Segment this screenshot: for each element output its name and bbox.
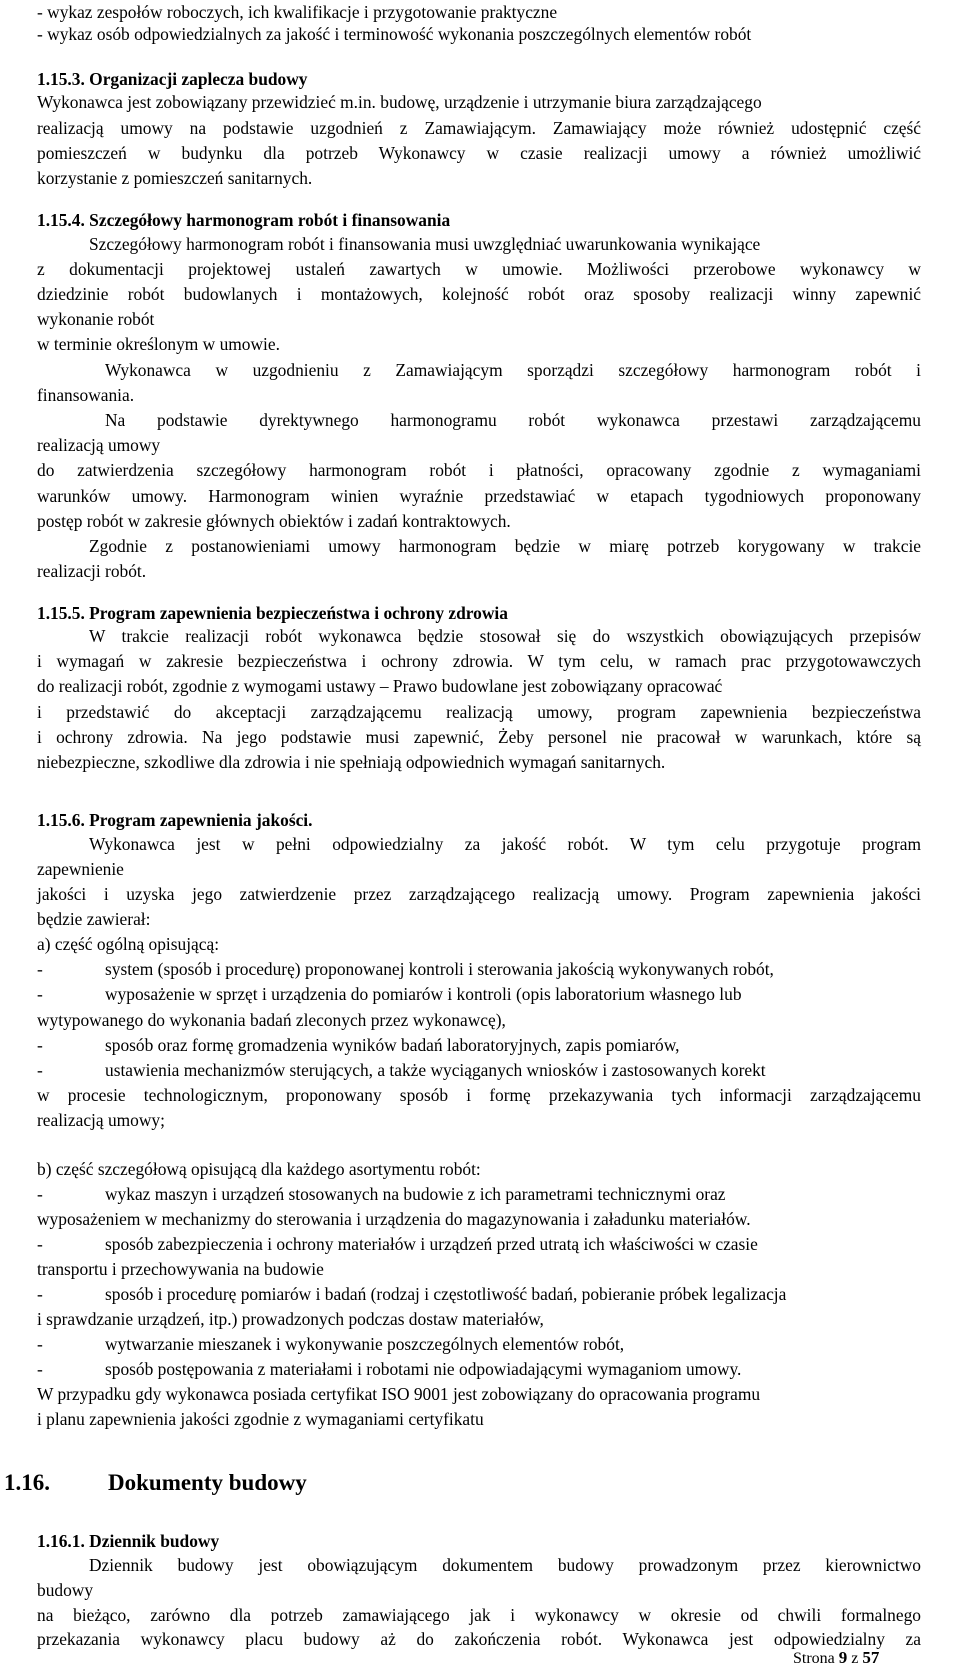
list-item: - sposób oraz formę gromadzenia wyników badań laboratoryjnych, zapis pomiarów, [37, 1033, 680, 1059]
bullet-dash: - [37, 1284, 43, 1304]
text-line: - wykaz zespołów roboczych, ich kwalifikacje i przygotowanie praktyczne [37, 2, 558, 22]
list-item: - wytwarzanie mieszanek i wykonywanie poszczególnych elementów robót, [37, 1332, 624, 1358]
text-line: pomieszczeń w budynku dla potrzeb Wykonawcy w czasie realizacji umowy a również umożliwić [37, 143, 921, 163]
text-line: zapewnienie [37, 859, 124, 879]
text-line: i sprawdzanie urządzeń, itp.) prowadzonych podczas dostaw materiałów, [37, 1309, 544, 1329]
text-line: przekazania wykonawcy placu budowy aż do zakończenia robót. Wykonawca jest odpowiedzialny za [37, 1629, 921, 1649]
section-heading: 1.16.1. Dziennik budowy [37, 1531, 220, 1551]
text-line: dziedzinie robót budowlanych i montażowych, kolejność robót oraz sposoby realizacji winny zapewnić [37, 284, 921, 304]
page-footer [793, 1645, 879, 1672]
page-number: 9 [838, 1648, 848, 1667]
text-line: i przedstawić do akceptacji zarządzającemu realizacją umowy, program zapewnienia bezpieczeństwa [37, 702, 921, 722]
bullet-dash: - [37, 1035, 43, 1055]
text-line: korzystanie z pomieszczeń sanitarnych. [37, 168, 313, 188]
bullet-dash: - [37, 1334, 43, 1354]
bullet-dash: - [37, 959, 43, 979]
text-line: wykonanie robót [37, 309, 155, 329]
text-line: niebezpieczne, szkodliwe dla zdrowia i nie spełniają odpowiednich wymagań sanitarnych. [37, 752, 666, 772]
chapter-title: Dokumenty budowy [108, 1470, 307, 1495]
text-line: wyposażeniem w mechanizmy do sterowania i urządzenia do magazynowania i załadunku materiałów. [37, 1209, 751, 1229]
text-line: do zatwierdzenia szczegółowy harmonogram robót i płatności, opracowany zgodnie z wymaganiami [37, 460, 921, 480]
section-heading: 1.15.6. Program zapewnienia jakości. [37, 810, 313, 830]
text-line: b) część szczegółową opisującą dla każdego asortymentu robót: [37, 1159, 481, 1179]
text-line: jakości i uzyska jego zatwierdzenie przez zarządzającego realizacją umowy. Program zapewnienia jakości [37, 884, 921, 904]
text-line: wytypowanego do wykonania badań zleconych przez wykonawcę), [37, 1010, 506, 1030]
text-line: realizacją umowy; [37, 1110, 165, 1130]
text-line: Wykonawca jest zobowiązany przewidzieć m.in. budowę, urządzenie i utrzymanie biura zarządzającego [37, 92, 762, 112]
text-line: a) część ogólną opisującą: [37, 934, 220, 954]
section-heading: 1.15.3. Organizacji zaplecza budowy [37, 69, 308, 89]
text-line: Wykonawca w uzgodnieniu z Zamawiającym sporządzi szczegółowy harmonogram robót i [105, 360, 921, 380]
text-line: Na podstawie dyrektywnego harmonogramu robót wykonawca przestawi zarządzającemu [105, 410, 921, 430]
text-line: będzie zawierał: [37, 909, 151, 929]
text-line: na bieżąco, zarówno dla potrzeb zamawiającego jak i wykonawcy w okresie od chwili formalnego [37, 1605, 921, 1625]
bullet-dash: - [37, 1060, 43, 1080]
text-line: - wykaz osób odpowiedzialnych za jakość i terminowość wykonania poszczególnych elementów robót [37, 24, 752, 44]
bullet-dash: - [37, 1184, 43, 1204]
list-item: - wyposażenie w sprzęt i urządzenia do pomiarów i kontroli (opis laboratorium własnego lub [37, 982, 742, 1008]
list-item: - ustawienia mechanizmów sterujących, a także wyciąganych wniosków i zastosowanych korekt [37, 1058, 766, 1084]
text-line: do realizacji robót, zgodnie z wymogami ustawy – Prawo budowlane jest zobowiązany opracować [37, 676, 723, 696]
text-line: W trakcie realizacji robót wykonawca będzie stosował się do wszystkich obowiązujących przepisów [89, 626, 921, 646]
chapter-number: 1.16. [4, 1470, 50, 1495]
text-line: i planu zapewnienia jakości zgodnie z wymaganiami certyfikatu [37, 1409, 484, 1429]
text-line: i wymagań w zakresie bezpieczeństwa i ochrony zdrowia. W tym celu, w ramach prac przygotowawczych [37, 651, 921, 671]
bullet-dash: - [37, 1359, 43, 1379]
text-line: transportu i przechowywania na budowie [37, 1259, 324, 1279]
text-line: Szczegółowy harmonogram robót i finansowania musi uwzględniać uwarunkowania wynikające [89, 234, 761, 254]
section-heading: 1.15.4. Szczegółowy harmonogram robót i finansowania [37, 210, 451, 230]
text-line: Dziennik budowy jest obowiązującym dokumentem budowy prowadzonym przez kierownictwo [89, 1555, 921, 1575]
page-label: Strona [793, 1650, 835, 1667]
bullet-dash: - [37, 1234, 43, 1254]
list-item: - sposób postępowania z materiałami i robotami nie odpowiadającymi wymaganiom umowy. [37, 1357, 741, 1383]
text-line: finansowania. [37, 385, 135, 405]
bullet-dash: - [37, 984, 43, 1004]
text-line: z dokumentacji projektowej ustaleń zawartych w umowie. Możliwości przerobowe wykonawcy w [37, 259, 921, 279]
section-heading: 1.15.5. Program zapewnienia bezpieczeństwa i ochrony zdrowia [37, 603, 508, 623]
list-item: - wykaz maszyn i urządzeń stosowanych na budowie z ich parametrami technicznymi oraz [37, 1182, 726, 1208]
text-line: budowy [37, 1580, 94, 1600]
text-line: postęp robót w zakresie głównych obiektów i zadań kontraktowych. [37, 511, 511, 531]
text-line: i ochrony zdrowia. Na jego podstawie musi zapewnić, Żeby personel nie pracował w warunkach, które są [37, 727, 921, 747]
text-line: realizacji robót. [37, 561, 147, 581]
list-item: - sposób zabezpieczenia i ochrony materiałów i urządzeń przed utratą ich właściwości w czasie [37, 1232, 758, 1258]
text-line: warunków umowy. Harmonogram winien wyraźnie przedstawiać w etapach tygodniowych proponowany [37, 486, 921, 506]
text-line: realizacją umowy [37, 435, 161, 455]
text-line: realizacją umowy na podstawie uzgodnień z Zamawiającym. Zamawiający może również udostępnić część [37, 118, 921, 138]
text-line: w terminie określonym w umowie. [37, 334, 280, 354]
page-total: 57 [862, 1648, 880, 1667]
list-item: - system (sposób i procedurę) proponowanej kontroli i sterowania jakością wykonywanych robót, [37, 957, 774, 983]
text-line: Wykonawca jest w pełni odpowiedzialny za jakość robót. W tym celu przygotuje program [89, 834, 921, 854]
text-line: W przypadku gdy wykonawca posiada certyfikat ISO 9001 jest zobowiązany do opracowania programu [37, 1384, 761, 1404]
chapter-heading [4, 1468, 307, 1498]
list-item: - sposób i procedurę pomiarów i badań (rodzaj i częstotliwość badań, pobieranie próbek legalizacja [37, 1282, 786, 1308]
text-line: Zgodnie z postanowieniami umowy harmonogram będzie w miarę potrzeb korygowany w trakcie [89, 536, 921, 556]
text-line: w procesie technologicznym, proponowany sposób i formę przekazywania tych informacji zarządzającemu [37, 1085, 921, 1105]
page-of: z [851, 1650, 859, 1667]
